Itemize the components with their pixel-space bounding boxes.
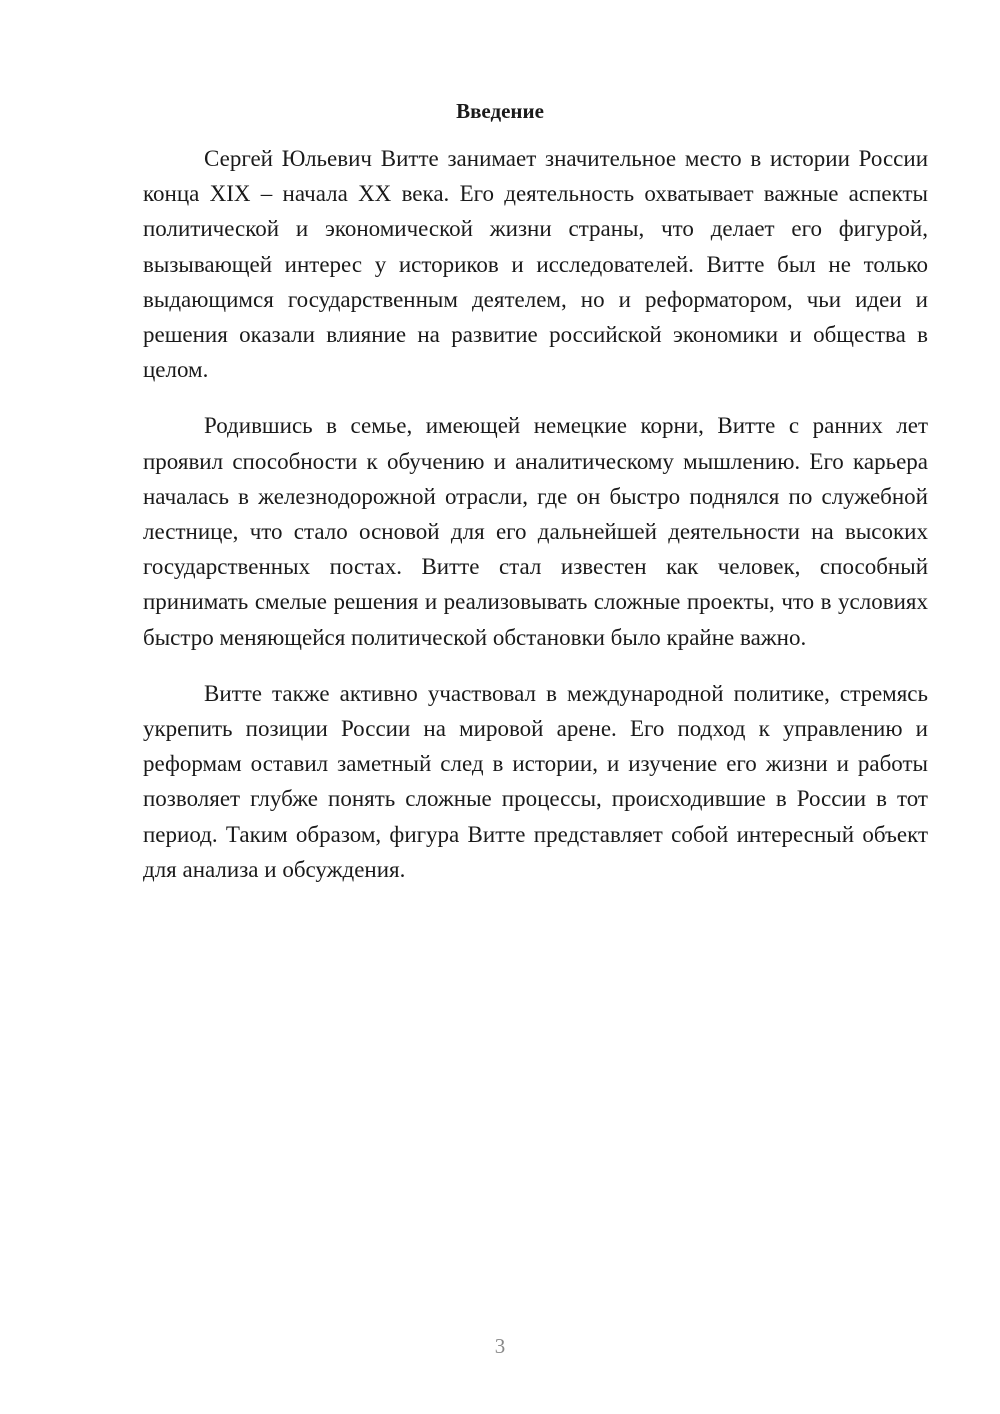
paragraph: Родившись в семье, имеющей немецкие корни, Витте с ранних лет проявил способности к обучению и аналитическому мышлению. Его карьера началась в железнодорожной отрасли, где он быстро поднялся по служебной лестнице, что стало основой для его дальнейшей деятельности на высоких государственных постах. Витте стал известен как человек, способный принимать смелые решения и реализовывать сложные проекты, что в условиях быстро меняющейся политической обстановки было крайне важно.: [143, 413, 928, 650]
paragraph: Сергей Юльевич Витте занимает значительное место в истории России конца XIX – начала XX века. Его деятельность охватывает важные аспекты политической и экономической жизни страны, что делает его фигурой, вызывающей интерес у историков и исследователей. Витте был не только выдающимся государственным деятелем, но и реформатором, чьи идеи и решения оказали влияние на развитие российской экономики и общества в целом.: [143, 146, 928, 383]
body-text: [143, 141, 928, 908]
paragraph: Витте также активно участвовал в международной политике, стремясь укрепить позиции России на мировой арене. Его подход к управлению и реформам оставил заметный след в истории, и изучение его жизни и работы позволяет глубже понять сложные процессы, происходившие в России в тот период. Таким образом, фигура Витте представляет собой интересный объект для анализа и обсуждения.: [143, 680, 928, 882]
section-heading: Введение: [456, 99, 544, 123]
page-number: 3: [494, 1334, 506, 1358]
